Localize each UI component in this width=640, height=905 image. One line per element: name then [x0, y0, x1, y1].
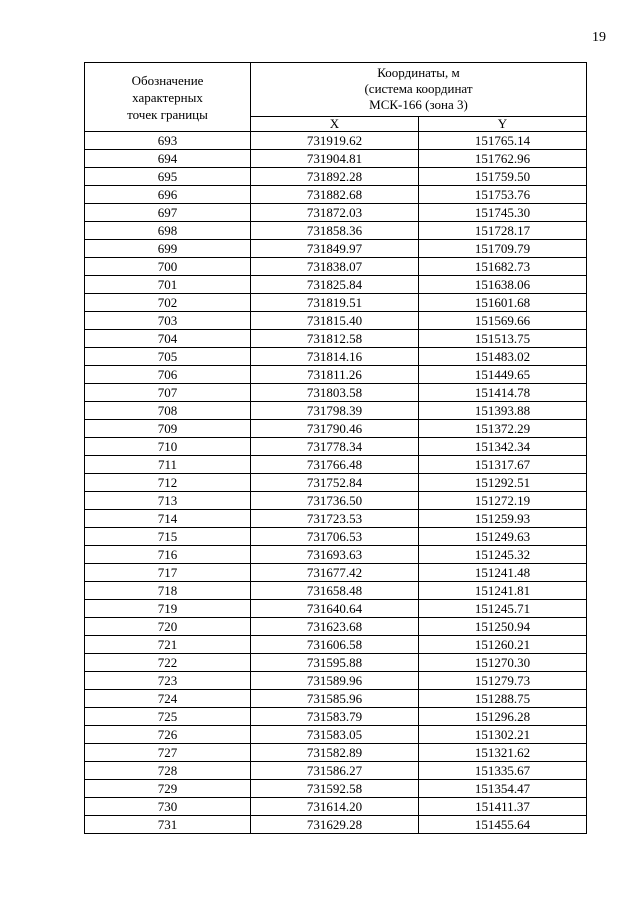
point-id-cell: 711 — [85, 456, 251, 474]
table-row — [85, 816, 587, 834]
table-row — [85, 654, 587, 672]
point-id-cell: 703 — [85, 312, 251, 330]
x-coordinate-cell: 731752.84 — [251, 474, 419, 492]
x-coordinate-cell: 731582.89 — [251, 744, 419, 762]
table-row — [85, 330, 587, 348]
header-point-label: Обозначение характерных точек границы — [85, 63, 251, 132]
coordinates-table — [84, 62, 587, 834]
y-coordinate-cell: 151241.48 — [419, 564, 587, 582]
y-coordinate-cell: 151601.68 — [419, 294, 587, 312]
x-coordinate-cell: 731614.20 — [251, 798, 419, 816]
y-coordinate-cell: 151279.73 — [419, 672, 587, 690]
table-row — [85, 690, 587, 708]
y-coordinate-cell: 151753.76 — [419, 186, 587, 204]
point-id-cell: 693 — [85, 132, 251, 150]
y-coordinate-cell: 151513.75 — [419, 330, 587, 348]
table-row — [85, 348, 587, 366]
point-id-cell: 705 — [85, 348, 251, 366]
point-id-cell: 701 — [85, 276, 251, 294]
x-coordinate-cell: 731919.62 — [251, 132, 419, 150]
point-id-cell: 715 — [85, 528, 251, 546]
table-row — [85, 456, 587, 474]
table-row — [85, 726, 587, 744]
header-y: Y — [419, 116, 587, 131]
table-row — [85, 744, 587, 762]
x-coordinate-cell: 731736.50 — [251, 492, 419, 510]
table-row — [85, 222, 587, 240]
header-coordinates-group: Координаты, м (система координат МСК-166 (зона 3) — [251, 63, 587, 117]
y-coordinate-cell: 151259.93 — [419, 510, 587, 528]
y-coordinate-cell: 151759.50 — [419, 168, 587, 186]
y-coordinate-cell: 151335.67 — [419, 762, 587, 780]
x-coordinate-cell: 731592.58 — [251, 780, 419, 798]
x-coordinate-cell: 731892.28 — [251, 168, 419, 186]
point-id-cell: 728 — [85, 762, 251, 780]
point-id-cell: 718 — [85, 582, 251, 600]
x-coordinate-cell: 731904.81 — [251, 150, 419, 168]
table-row — [85, 186, 587, 204]
point-id-cell: 702 — [85, 294, 251, 312]
point-id-cell: 729 — [85, 780, 251, 798]
table-row — [85, 510, 587, 528]
point-id-cell: 713 — [85, 492, 251, 510]
y-coordinate-cell: 151321.62 — [419, 744, 587, 762]
point-id-cell: 731 — [85, 816, 251, 834]
y-coordinate-cell: 151241.81 — [419, 582, 587, 600]
point-id-cell: 727 — [85, 744, 251, 762]
point-id-cell: 717 — [85, 564, 251, 582]
table-row — [85, 402, 587, 420]
point-id-cell: 697 — [85, 204, 251, 222]
y-coordinate-cell: 151455.64 — [419, 816, 587, 834]
y-coordinate-cell: 151296.28 — [419, 708, 587, 726]
x-coordinate-cell: 731803.58 — [251, 384, 419, 402]
x-coordinate-cell: 731723.53 — [251, 510, 419, 528]
x-coordinate-cell: 731606.58 — [251, 636, 419, 654]
y-coordinate-cell: 151765.14 — [419, 132, 587, 150]
table-row — [85, 582, 587, 600]
table-row — [85, 204, 587, 222]
table-header — [85, 63, 587, 132]
point-id-cell: 709 — [85, 420, 251, 438]
x-coordinate-cell: 731595.88 — [251, 654, 419, 672]
table-row — [85, 762, 587, 780]
point-id-cell: 723 — [85, 672, 251, 690]
x-coordinate-cell: 731838.07 — [251, 258, 419, 276]
table-row — [85, 780, 587, 798]
x-coordinate-cell: 731815.40 — [251, 312, 419, 330]
point-id-cell: 707 — [85, 384, 251, 402]
x-coordinate-cell: 731583.05 — [251, 726, 419, 744]
point-id-cell: 712 — [85, 474, 251, 492]
y-coordinate-cell: 151483.02 — [419, 348, 587, 366]
point-id-cell: 722 — [85, 654, 251, 672]
point-id-cell: 699 — [85, 240, 251, 258]
x-coordinate-cell: 731640.64 — [251, 600, 419, 618]
x-coordinate-cell: 731693.63 — [251, 546, 419, 564]
table-row — [85, 438, 587, 456]
y-coordinate-cell: 151354.47 — [419, 780, 587, 798]
point-id-cell: 694 — [85, 150, 251, 168]
x-coordinate-cell: 731819.51 — [251, 294, 419, 312]
table-row — [85, 708, 587, 726]
x-coordinate-cell: 731790.46 — [251, 420, 419, 438]
y-coordinate-cell: 151317.67 — [419, 456, 587, 474]
x-coordinate-cell: 731677.42 — [251, 564, 419, 582]
table-row — [85, 294, 587, 312]
y-coordinate-cell: 151682.73 — [419, 258, 587, 276]
table-body — [85, 132, 587, 834]
x-coordinate-cell: 731706.53 — [251, 528, 419, 546]
y-coordinate-cell: 151638.06 — [419, 276, 587, 294]
y-coordinate-cell: 151250.94 — [419, 618, 587, 636]
y-coordinate-cell: 151288.75 — [419, 690, 587, 708]
x-coordinate-cell: 731585.96 — [251, 690, 419, 708]
y-coordinate-cell: 151272.19 — [419, 492, 587, 510]
x-coordinate-cell: 731583.79 — [251, 708, 419, 726]
table-row — [85, 240, 587, 258]
y-coordinate-cell: 151411.37 — [419, 798, 587, 816]
table-row — [85, 474, 587, 492]
table-row — [85, 384, 587, 402]
table-row — [85, 618, 587, 636]
page-number: 19 — [592, 30, 606, 45]
table-row — [85, 798, 587, 816]
point-id-cell: 698 — [85, 222, 251, 240]
x-coordinate-cell: 731629.28 — [251, 816, 419, 834]
table-row — [85, 492, 587, 510]
y-coordinate-cell: 151302.21 — [419, 726, 587, 744]
x-coordinate-cell: 731882.68 — [251, 186, 419, 204]
x-coordinate-cell: 731798.39 — [251, 402, 419, 420]
y-coordinate-cell: 151449.65 — [419, 366, 587, 384]
y-coordinate-cell: 151745.30 — [419, 204, 587, 222]
x-coordinate-cell: 731778.34 — [251, 438, 419, 456]
y-coordinate-cell: 151728.17 — [419, 222, 587, 240]
x-coordinate-cell: 731849.97 — [251, 240, 419, 258]
table-row — [85, 312, 587, 330]
x-coordinate-cell: 731812.58 — [251, 330, 419, 348]
table-row — [85, 366, 587, 384]
point-id-cell: 719 — [85, 600, 251, 618]
point-id-cell: 696 — [85, 186, 251, 204]
y-coordinate-cell: 151260.21 — [419, 636, 587, 654]
point-id-cell: 716 — [85, 546, 251, 564]
y-coordinate-cell: 151245.32 — [419, 546, 587, 564]
point-id-cell: 695 — [85, 168, 251, 186]
y-coordinate-cell: 151393.88 — [419, 402, 587, 420]
point-id-cell: 710 — [85, 438, 251, 456]
table-row — [85, 546, 587, 564]
y-coordinate-cell: 151245.71 — [419, 600, 587, 618]
point-id-cell: 714 — [85, 510, 251, 528]
y-coordinate-cell: 151270.30 — [419, 654, 587, 672]
table-row — [85, 276, 587, 294]
table-row — [85, 420, 587, 438]
table-row — [85, 168, 587, 186]
point-id-cell: 726 — [85, 726, 251, 744]
point-id-cell: 721 — [85, 636, 251, 654]
table-row — [85, 528, 587, 546]
table-row — [85, 150, 587, 168]
x-coordinate-cell: 731623.68 — [251, 618, 419, 636]
x-coordinate-cell: 731586.27 — [251, 762, 419, 780]
point-id-cell: 730 — [85, 798, 251, 816]
y-coordinate-cell: 151249.63 — [419, 528, 587, 546]
point-id-cell: 708 — [85, 402, 251, 420]
point-id-cell: 724 — [85, 690, 251, 708]
x-coordinate-cell: 731814.16 — [251, 348, 419, 366]
x-coordinate-cell: 731872.03 — [251, 204, 419, 222]
header-x: X — [251, 116, 419, 131]
y-coordinate-cell: 151762.96 — [419, 150, 587, 168]
table-row — [85, 564, 587, 582]
point-id-cell: 725 — [85, 708, 251, 726]
y-coordinate-cell: 151372.29 — [419, 420, 587, 438]
table-row — [85, 672, 587, 690]
table-row — [85, 132, 587, 150]
y-coordinate-cell: 151292.51 — [419, 474, 587, 492]
table-row — [85, 600, 587, 618]
point-id-cell: 720 — [85, 618, 251, 636]
point-id-cell: 704 — [85, 330, 251, 348]
y-coordinate-cell: 151709.79 — [419, 240, 587, 258]
y-coordinate-cell: 151342.34 — [419, 438, 587, 456]
y-coordinate-cell: 151414.78 — [419, 384, 587, 402]
x-coordinate-cell: 731858.36 — [251, 222, 419, 240]
point-id-cell: 700 — [85, 258, 251, 276]
table-row — [85, 258, 587, 276]
x-coordinate-cell: 731766.48 — [251, 456, 419, 474]
x-coordinate-cell: 731811.26 — [251, 366, 419, 384]
table-row — [85, 636, 587, 654]
x-coordinate-cell: 731658.48 — [251, 582, 419, 600]
point-id-cell: 706 — [85, 366, 251, 384]
y-coordinate-cell: 151569.66 — [419, 312, 587, 330]
x-coordinate-cell: 731825.84 — [251, 276, 419, 294]
x-coordinate-cell: 731589.96 — [251, 672, 419, 690]
